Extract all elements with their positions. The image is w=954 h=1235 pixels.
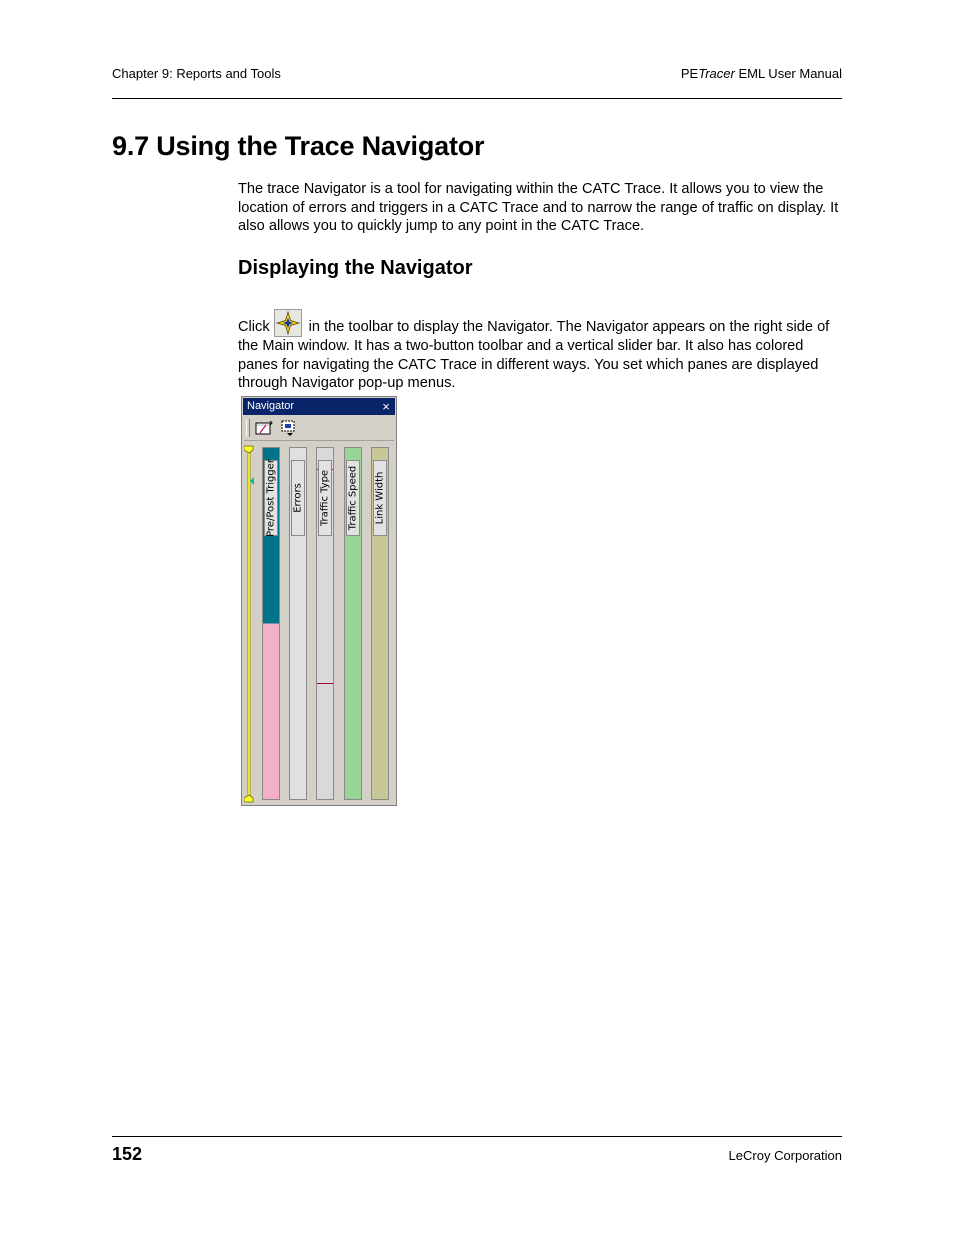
toolbar-grip[interactable] [246,419,250,437]
navigator-compass-icon [274,309,302,337]
close-icon[interactable]: × [382,399,390,414]
navigator-pane[interactable] [262,447,280,800]
navigator-pane[interactable] [316,447,334,800]
page-header-chapter: Chapter 9: Reports and Tools [112,66,281,81]
page-header-manual [681,66,842,81]
pane-label[interactable] [318,460,332,536]
traffic-marker [317,683,333,684]
zoom-range-icon [254,419,274,437]
navigator-zoom-button[interactable] [254,419,274,437]
pane-label-text: Pre/Post Trigger [265,459,277,537]
intro-paragraph: The trace Navigator is a tool for navigating within the CATC Trace. It allows you to view the location of errors and triggers in a CATC Trace and to narrow the range of traffic on display. It also allows you to quickly jump to any point in the CATC Trace. [238,181,839,235]
navigator-title: Navigator [247,400,295,412]
pane-label-text: Link Width [374,471,386,525]
pane-label-text: Traffic Speed [347,465,359,531]
display-paragraph [238,309,842,393]
navigator-window [241,396,397,806]
pane-label-text: Traffic Type [319,469,331,527]
section-title: 9.7 Using the Trace Navigator [112,131,485,161]
navigator-titlebar [243,398,395,415]
navigator-slider[interactable] [244,445,254,803]
toolbar-separator [244,440,394,441]
navigator-settings-button[interactable] [280,419,300,437]
pane-label[interactable] [264,460,278,536]
page-number: 152 [112,1144,143,1164]
pane-label[interactable] [373,460,387,536]
manual-prefix: PE [680,66,699,81]
manual-suffix: EML User Manual [734,66,842,81]
subheading: Displaying the Navigator [238,257,473,279]
manual-italic: Tracer [698,66,735,81]
pane-label[interactable] [346,460,360,536]
pane-select-icon [280,419,300,437]
navigator-pane[interactable] [371,447,389,800]
click-word: Click [238,319,270,335]
navigator-pane[interactable] [289,447,307,800]
navigator-pane[interactable] [344,447,362,800]
display-paragraph-rest: in the toolbar to display the Navigator. The Navigator appears on the right side of the Main window. It has a two-button toolbar and a vertical slider bar. It also has colored panes for navigating the CATC Trace in different ways. You set which panes are displayed through Navigator pop-up menus. [238,319,830,392]
header-rule [112,98,842,99]
pane-label-text: Errors [292,483,304,513]
footer-rule [112,1136,842,1137]
pane-label[interactable] [291,460,305,536]
footer-company: LeCroy Corporation [728,1148,842,1163]
